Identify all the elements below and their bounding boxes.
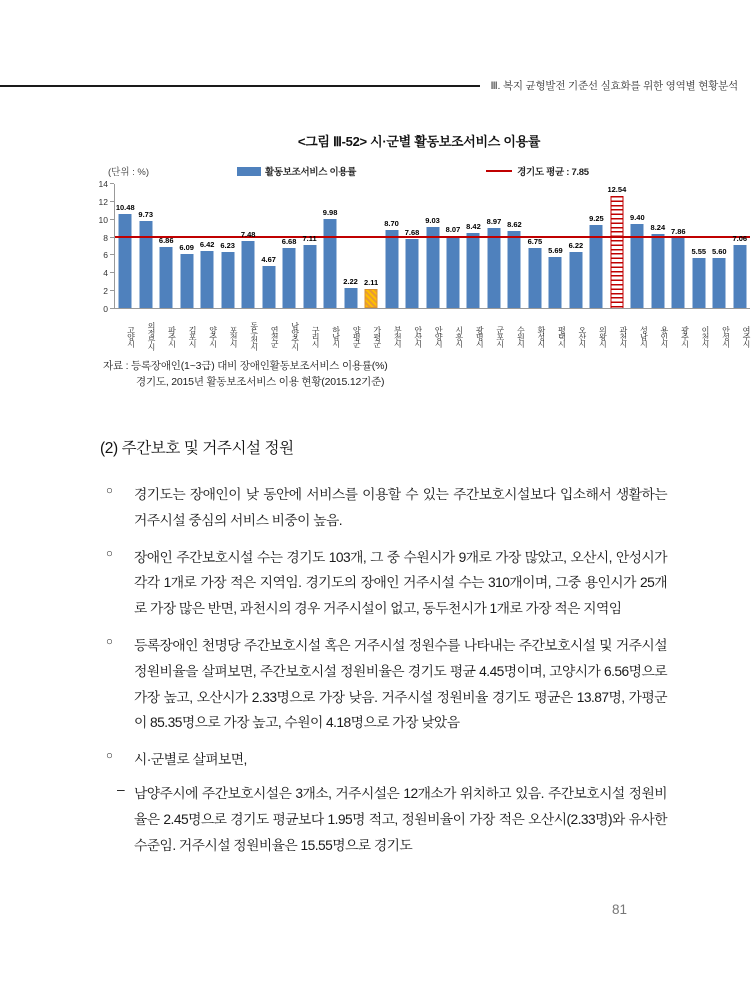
bar-value-label: 8.97 <box>486 216 502 226</box>
x-axis-label: 용인시 <box>659 325 669 347</box>
x-axis-label: 김포시 <box>188 325 198 347</box>
x-axis-label: 부천시 <box>393 325 403 347</box>
bar-slot <box>258 184 278 308</box>
bar-value-label: 2.11 <box>363 278 379 288</box>
page-number: 81 <box>612 902 628 917</box>
bar-slot <box>648 184 668 308</box>
x-axis-label: 가평군 <box>372 325 382 347</box>
bar-value-label: 12.54 <box>607 185 627 195</box>
bar-slot <box>463 184 483 308</box>
bar-slot <box>689 184 709 308</box>
bar-연천군 <box>262 266 275 308</box>
x-axis-label: 양주시 <box>208 325 218 347</box>
bar-value-label: 10.48 <box>115 203 135 213</box>
chart-legend <box>88 164 750 178</box>
bar-slot <box>115 184 135 308</box>
bullet-text: 시·군별로 살펴보면, <box>134 752 247 768</box>
x-axis-label: 시흥시 <box>454 325 464 347</box>
y-tick-label: 4 <box>103 268 108 279</box>
bar-고양시 <box>119 214 132 308</box>
bar-남양주시 <box>283 248 296 308</box>
bar-안양시 <box>426 227 439 308</box>
bar-구리시 <box>303 245 316 308</box>
bar-slot <box>627 184 647 308</box>
bar-slot <box>361 184 381 308</box>
bullet-item <box>100 747 667 773</box>
bar-안산시 <box>406 239 419 308</box>
bar-의정부시 <box>139 221 152 308</box>
figure-activity-service-chart <box>88 131 750 360</box>
x-axis-label: 안양시 <box>434 325 444 347</box>
bar-하남시 <box>324 219 337 308</box>
bar-slot <box>443 184 463 308</box>
bar-slot <box>668 184 688 308</box>
bar-동두천시 <box>242 241 255 308</box>
bar-value-label: 6.68 <box>281 237 297 247</box>
bar-화성시 <box>528 248 541 308</box>
x-axis-label: 이천시 <box>700 325 710 347</box>
x-axis-labels <box>114 312 750 360</box>
bar-오산시 <box>569 252 582 308</box>
bar-value-label: 7.86 <box>671 226 686 236</box>
bar-slot <box>566 184 586 308</box>
bar-value-label: 5.69 <box>548 246 563 256</box>
bar-slot <box>484 184 504 308</box>
section-heading: (2) 주간보호 및 거주시설 정원 <box>100 440 294 457</box>
bar-가평군 <box>365 289 378 308</box>
x-axis-label: 화성시 <box>536 325 546 347</box>
running-header <box>0 78 738 93</box>
x-axis-label: 안성시 <box>721 325 731 347</box>
x-axis-label: 오산시 <box>577 325 587 347</box>
bullet-text: 경기도는 장애인이 낮 동안에 서비스를 이용할 수 있는 주간보호시설보다 입소해서 생활하는 거주시설 중심의 서비스 비중이 높음. <box>134 487 667 528</box>
bar-slot <box>402 184 422 308</box>
x-axis-label: 의왕시 <box>598 325 608 347</box>
legend-average-label: 경기도 평균 : 7.85 <box>517 167 589 178</box>
bar-slot <box>279 184 299 308</box>
x-axis-label: 양평군 <box>352 325 362 347</box>
bar-수원시 <box>508 231 521 308</box>
bullet-marker-icon: ○ <box>106 750 113 763</box>
bar-slot <box>197 184 217 308</box>
bar-value-label: 4.67 <box>261 255 276 265</box>
bar-slot <box>238 184 258 308</box>
bar-여주시 <box>733 245 746 308</box>
bar-안성시 <box>713 258 726 308</box>
legend-item-average <box>486 164 589 178</box>
y-tick-label: 8 <box>103 232 108 243</box>
bar-양평군 <box>344 288 357 308</box>
y-tick-label: 10 <box>98 214 108 225</box>
bar-slot <box>381 184 401 308</box>
bar-slot <box>217 184 237 308</box>
bar-slot <box>299 184 319 308</box>
bar-value-label: 7.11 <box>302 233 317 243</box>
bar-김포시 <box>180 254 193 308</box>
bar-slot <box>586 184 606 308</box>
bar-value-label: 6.09 <box>179 242 194 252</box>
bar-value-label: 5.60 <box>711 247 727 256</box>
x-axis-label: 하남시 <box>331 325 341 347</box>
bar-value-label: 9.03 <box>425 216 440 226</box>
legend-series-label: 활동보조서비스 이용률 <box>265 167 357 178</box>
x-axis-label: 성남시 <box>639 325 649 347</box>
bar-value-label: 9.98 <box>322 207 338 217</box>
x-axis-label: 구리시 <box>311 325 321 347</box>
bar-value-label: 7.48 <box>240 230 256 240</box>
bar-value-label: 7.68 <box>404 228 420 238</box>
y-tick-label: 12 <box>98 196 108 207</box>
bar-value-label: 9.73 <box>138 210 154 220</box>
bar-value-label: 6.86 <box>158 235 174 245</box>
legend-item-series <box>237 164 356 178</box>
bar-value-label: 8.62 <box>507 220 522 230</box>
bar-slot <box>156 184 176 308</box>
x-axis-label: 의정부시 <box>147 322 157 350</box>
bullet-text: 장애인 주간보호시설 수는 경기도 103개, 그 중 수원시가 9개로 가장 많았고, 오산시, 안성시가 각각 1개로 가장 적은 지역임. 경기도의 장애인 거주시설 수는 310개이며, 그중 용인시가 25개로 가장 많은 반면, 과천시의 경우 거주시설이 없고, 동두천시가 1개로 가장 적은 지역임 <box>134 549 667 617</box>
y-tick-label: 14 <box>98 179 108 189</box>
bar-value-label: 9.40 <box>630 213 645 223</box>
source-line-2: 경기도, 2015년 활동보조서비스 이용 현황(2015.12기준) <box>136 376 385 389</box>
dash-marker-icon: – <box>117 781 125 797</box>
x-axis-label: 광명시 <box>475 325 485 347</box>
header-rule <box>0 85 480 87</box>
bars-area <box>114 184 750 309</box>
bar-value-label: 6.42 <box>199 239 215 249</box>
bar-slot <box>422 184 442 308</box>
bar-파주시 <box>160 247 173 308</box>
bullet-item <box>100 545 667 622</box>
x-axis-label: 파주시 <box>167 325 177 347</box>
bar-과천시 <box>610 196 623 308</box>
bar-swatch-icon <box>237 167 261 176</box>
x-axis-label: 광주시 <box>680 325 690 347</box>
bar-value-label: 6.75 <box>527 236 543 246</box>
bar-slot <box>176 184 196 308</box>
bar-slot <box>525 184 545 308</box>
unit-label: (단위 : %) <box>108 167 150 178</box>
bar-광주시 <box>672 238 685 308</box>
bar-value-label: 6.23 <box>220 241 235 251</box>
x-axis-label: 포천시 <box>229 325 239 347</box>
y-tick-label: 6 <box>103 250 108 261</box>
bullet-item <box>100 482 667 534</box>
bar-slot <box>320 184 340 308</box>
bar-용인시 <box>651 234 664 308</box>
bar-value-label: 2.22 <box>343 277 358 287</box>
y-tick-label: 2 <box>103 286 108 297</box>
bullet-text: 등록장애인 천명당 주간보호시설 혹은 거주시설 정원수를 나타내는 주간보호시설 및 거주시설 정원비율을 살펴보면, 주간보호시설 정원비율은 경기도 평균 4.45명이며, 고양시가 6.56명으로 가장 높고, 오산시가 2.33명으로 가장 낮음. 거주시설 정원비율 경기도 평균은 13.87명, 가평군이 85.35명으로 가장 높고, 수원이 4.18명으로 가장 낮았음 <box>134 637 667 731</box>
bar-양주시 <box>201 251 214 308</box>
bar-value-label: 8.42 <box>466 221 481 231</box>
sub-bullet-item <box>117 781 667 858</box>
bar-부천시 <box>385 230 398 308</box>
bar-군포시 <box>487 228 500 308</box>
bullet-marker-icon: ○ <box>106 485 113 497</box>
y-axis <box>88 179 114 314</box>
bar-slot <box>730 184 750 308</box>
bar-slot <box>340 184 360 308</box>
line-swatch-icon <box>486 170 512 173</box>
x-axis-label: 고양시 <box>126 325 136 347</box>
body-content <box>100 436 667 858</box>
y-tick-label: 0 <box>103 304 108 314</box>
bar-이천시 <box>692 258 705 308</box>
bar-value-label: 8.24 <box>650 223 666 233</box>
x-axis-label: 남양주시 <box>290 322 300 350</box>
average-line <box>115 236 750 238</box>
bar-slot <box>709 184 729 308</box>
bar-value-label: 8.07 <box>445 224 461 234</box>
bar-포천시 <box>221 252 234 308</box>
x-axis-label: 안산시 <box>413 325 423 347</box>
bar-광명시 <box>467 233 480 308</box>
x-axis-label: 평택시 <box>557 325 567 347</box>
bar-평택시 <box>549 257 562 308</box>
source-line-1: 자료 : 등록장애인(1~3급) 대비 장애인활동보조서비스 이용률(%) <box>103 360 388 372</box>
bar-slot <box>135 184 155 308</box>
bar-slot <box>607 184 627 308</box>
x-axis-label: 군포시 <box>495 325 505 347</box>
x-axis-label: 과천시 <box>618 325 628 347</box>
header-title: Ⅲ. 복지 균형발전 기준선 실효화를 위한 영역별 현황분석 <box>490 80 738 92</box>
bar-value-label: 5.55 <box>691 247 707 257</box>
bar-slot <box>545 184 565 308</box>
bar-value-label: 8.70 <box>384 219 399 229</box>
bullet-marker-icon: ○ <box>106 635 113 648</box>
bar-value-label: 6.22 <box>568 241 584 251</box>
bullet-marker-icon: ○ <box>106 547 113 560</box>
bar-slot <box>504 184 524 308</box>
x-axis-label: 여주시 <box>741 325 751 347</box>
figure-title: <그림 Ⅲ-52> 시·군별 활동보조서비스 이용률 <box>297 134 541 149</box>
bar-시흥시 <box>446 236 459 308</box>
x-axis-label: 동두천시 <box>249 322 259 350</box>
bar-value-label: 7.06 <box>732 233 748 243</box>
bar-value-label: 9.25 <box>589 214 604 224</box>
source-note <box>103 358 388 391</box>
bullet-item <box>100 633 667 736</box>
chart-plot <box>88 179 750 314</box>
x-axis-label: 연천군 <box>270 325 280 347</box>
x-axis-label: 수원시 <box>516 325 526 347</box>
sub-bullet-text: 남양주시에 주간보호시설은 3개소, 거주시설은 12개소가 위치하고 있음. 주간보호시설 정원비율은 2.45명으로 경기도 평균보다 1.95명 적고, 정원비율이 가장 적은 오산시(2.33명)와 유사한 수준임. 거주시설 정원비율은 15.55명으로 경기도 <box>134 785 667 853</box>
